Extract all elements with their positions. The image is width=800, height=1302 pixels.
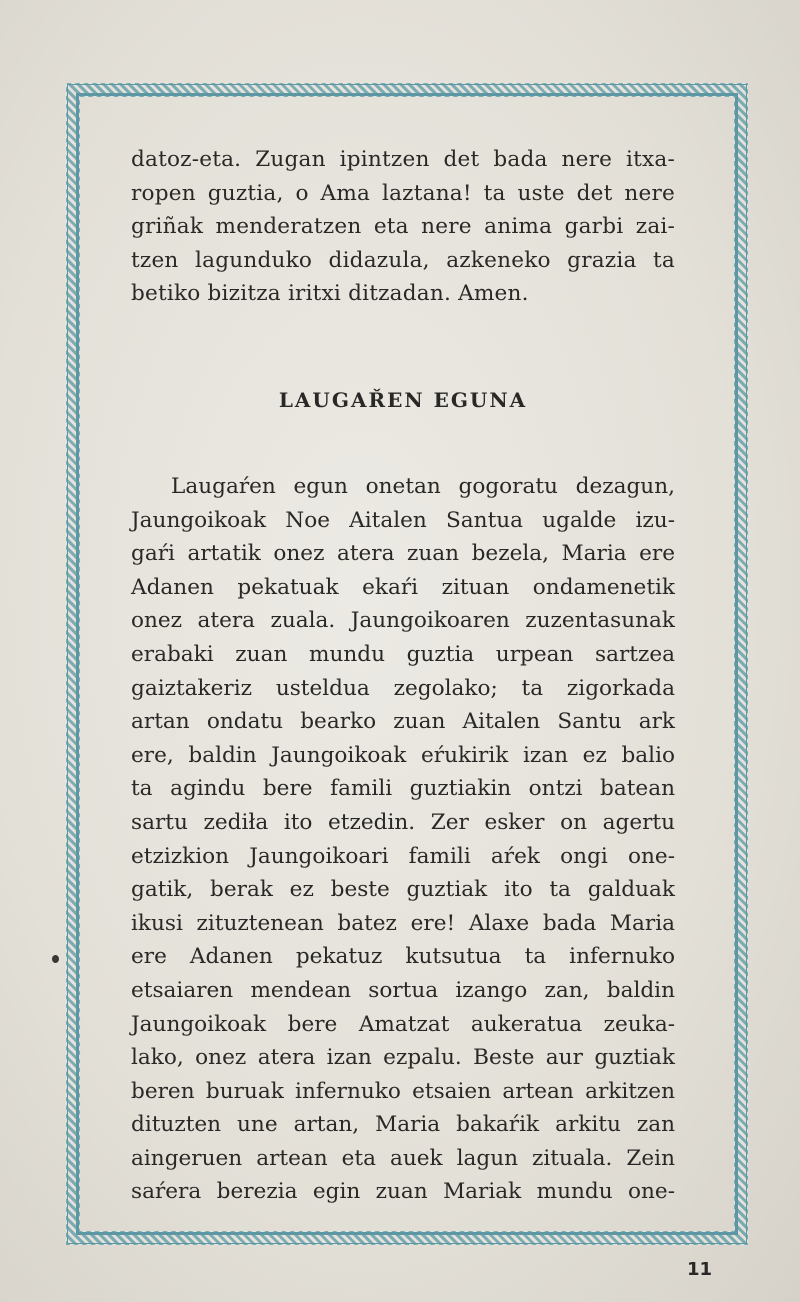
text-line: onez atera zuala. Jaungoikoaren zuzentasunak: [131, 608, 675, 634]
text-line: ere, baldin Jaungoikoak eŕukirik izan ez balio: [131, 742, 675, 768]
text-line: betiko bizitza iritxi ditzadan. Amen.: [131, 281, 529, 307]
text-line: saŕera berezia egin zuan Mariak mundu one-: [131, 1179, 675, 1205]
text-line: datoz-eta. Zugan ipintzen det bada nere itxa-: [131, 147, 675, 172]
text-line: ropen guztia, o Ama laztana! ta uste det nere: [131, 180, 675, 206]
text-line: etsaiaren mendean sortua izango zan, baldin: [131, 977, 675, 1003]
opening-paragraph: [131, 143, 675, 311]
text-line: tzen lagunduko didazula, azkeneko grazia ta: [131, 247, 675, 273]
text-line: gaŕi artatik onez atera zuan bezela, Maria ere: [131, 541, 675, 567]
text-line: lako, onez atera izan ezpalu. Beste aur guztiak: [131, 1045, 675, 1071]
text-line: dituzten une artan, Maria bakaŕik arkitu zan: [131, 1112, 675, 1138]
text-line: Laugaŕen egun onetan gogoratu dezagun,: [171, 474, 675, 499]
text-line: gaiztakeriz usteldua zegolako; ta zigorkada: [131, 675, 675, 701]
text-line: ere Adanen pekatuz kutsutua ta infernuko: [131, 944, 675, 970]
text-line: Adanen pekatuak ekaŕi zituan ondamenetik: [131, 574, 675, 600]
text-line: aingeruen artean eta auek lagun zituala. Zein: [131, 1145, 675, 1171]
text-line: ikusi zituztenean batez ere! Alaxe bada Maria: [131, 910, 675, 936]
text-line: beren buruak infernuko etsaien artean arkitzen: [131, 1078, 675, 1104]
text-line: sartu zediła ito etzedin. Zer esker on agertu: [131, 809, 675, 835]
text-line: erabaki zuan mundu guztia urpean sartzea: [131, 641, 675, 667]
text-line: etzizkion Jaungoikoari famili aŕek ongi one-: [131, 843, 675, 869]
text-line: ta agindu bere famili guztiakin ontzi batean: [131, 776, 675, 802]
page-number: 11: [686, 1259, 712, 1280]
text-line: Jaungoikoak Noe Aitalen Santua ugalde izu-: [131, 507, 675, 533]
ink-spot: [52, 955, 59, 963]
text-line: griñak menderatzen eta nere anima garbi zai-: [131, 214, 675, 240]
text-line: Jaungoikoak bere Amatzat aukeratua zeuka-: [131, 1011, 675, 1037]
text-line: gatik, berak ez beste guztiak ito ta galduak: [131, 877, 675, 903]
text-line: artan ondatu bearko zuan Aitalen Santu ark: [131, 709, 675, 735]
body-paragraph: [131, 470, 675, 1209]
section-heading: LAUGAŘEN EGUNA: [278, 388, 528, 412]
